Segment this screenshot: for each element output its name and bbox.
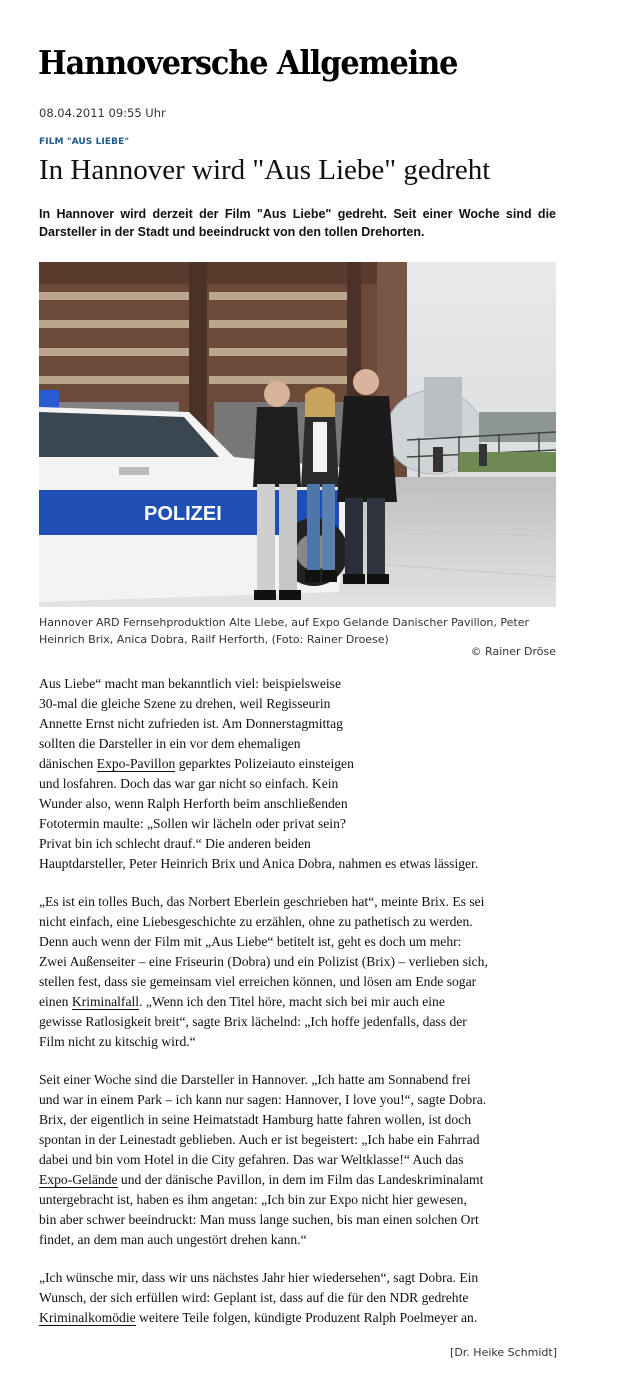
paragraph-4-text-a: „Ich wünsche mir, dass wir uns nächstes Jahr hier wiedersehen“, sagt Dobra. Ein Wunsch, der sich erfüllen wird: Geplant ist, dass auf die für den NDR gedrehte	[39, 1270, 479, 1305]
link-expo-gelaende[interactable]: Expo-Gelände	[39, 1172, 118, 1187]
article-photo	[39, 262, 556, 607]
link-kriminalfall[interactable]: Kriminalfall	[71, 994, 140, 1009]
body-paragraph-2	[39, 892, 559, 1052]
paragraph-4-text-b: weitere Teile folgen, kündigte Produzent Ralph Poelmeyer an.	[135, 1310, 478, 1325]
paragraph-3-text-b: und der dänische Pavillon, in dem im Film das Landeskriminalamt untergebracht ist, haben es ihm angetan: „Ich bin zur Expo nicht hier gewesen, bin aber schwer beeindruckt: Man muss lange suchen, bis man einen solchen Ort findet, an dem man auch ungestört drehen kann.“	[39, 1172, 484, 1247]
article-body	[39, 674, 559, 1346]
link-kriminalkomoedie[interactable]: Kriminalkomödie	[39, 1310, 136, 1325]
paragraph-2-text-b: . „Wenn ich den Titel höre, macht sich bei mir auch eine gewisse Ratlosigkeit breit“, sagte Brix lächelnd: „Ich hoffe jedenfalls, dass der Film nicht zu kitschig wird.“	[39, 994, 467, 1049]
body-paragraph-4	[39, 1268, 559, 1328]
photo-caption: Hannover ARD Fernsehproduktion Alte LIebe, auf Expo Gelande Danischer Pavillon, Peter Heinrich Brix, Anica Dobra, Railf Herforth, (Foto: Rainer Droese)	[39, 616, 530, 646]
paragraph-1-text-a: Aus Liebe“ macht man bekanntlich viel: beispielsweise 30-mal die gleiche Szene zu drehen, weil Regisseurin Annette Ernst nicht zufrieden ist. Am Donnerstagmittag sollten die Darsteller in ein vor dem ehemaligen dänischen	[39, 676, 343, 771]
body-paragraph-3	[39, 1070, 559, 1250]
article-timestamp: 08.04.2011 09:55 Uhr	[39, 106, 166, 120]
paragraph-1-text-b: geparktes Polizeiauto einsteigen und losfahren. Doch das war gar nicht so einfach. Kein Wunder also, wenn Ralph Herforth beim anschließenden Fototermin maulte: „Sollen wir lächeln oder privat sein? Privat bin ich schlecht drauf.“ Die anderen beiden Hauptdarsteller, Peter Heinrich Brix und Anica Dobra, nahmen es etwas lässiger.	[39, 756, 479, 871]
link-expo-pavillon[interactable]: Expo-Pavillon	[96, 756, 176, 771]
article-author: [Dr. Heike Schmidt]	[450, 1346, 557, 1359]
photo-illustration	[39, 262, 556, 607]
paragraph-3-text-a: Seit einer Woche sind die Darsteller in Hannover. „Ich hatte am Sonnabend frei und war in einem Park – ich kann nur sagen: Hannover, I love you!“, sagte Dobra. Brix, der eigentlich in seine Heimatstadt Hamburg hatte fahren wollen, ist doch spontan in der Leinestadt geblieben. Auch er ist begeistert: „Ich habe ein Fahrrad dabei und bin vom Hotel in die City gefahren. Das war Weltklasse!“ Auch das	[39, 1072, 487, 1167]
article-headline: In Hannover wird "Aus Liebe" gedreht	[39, 154, 491, 186]
body-paragraph-1	[39, 674, 559, 874]
car-polizei-text: POLIZEI	[144, 503, 222, 525]
article-lead: In Hannover wird derzeit der Film "Aus Liebe" gedreht. Seit einer Woche sind die Darsteller in der Stadt und beeindruckt von den tollen Drehorten.	[39, 207, 556, 239]
paragraph-2-text-a: „Es ist ein tolles Buch, das Norbert Eberlein geschrieben hat“, meinte Brix. Es sei nicht einfach, eine Liebesgeschichte zu erzählen, ohne zu pathetisch zu werden. Denn auch wenn der Film mit „Aus Liebe“ betitelt ist, geht es doch um mehr: Zwei Außenseiter – eine Friseurin (Dobra) und ein Polizist (Brix) – verlieben sich, stellen fest, dass sie gemeinsam viel erreichen können, und lösen am Ende sogar einen	[39, 894, 488, 1009]
masthead-logo[interactable]: Hannoversche Allgemeine	[38, 43, 458, 82]
article-kicker: FILM "AUS LIEBE"	[39, 137, 130, 147]
photo-credit: © Rainer Dröse	[470, 645, 556, 658]
